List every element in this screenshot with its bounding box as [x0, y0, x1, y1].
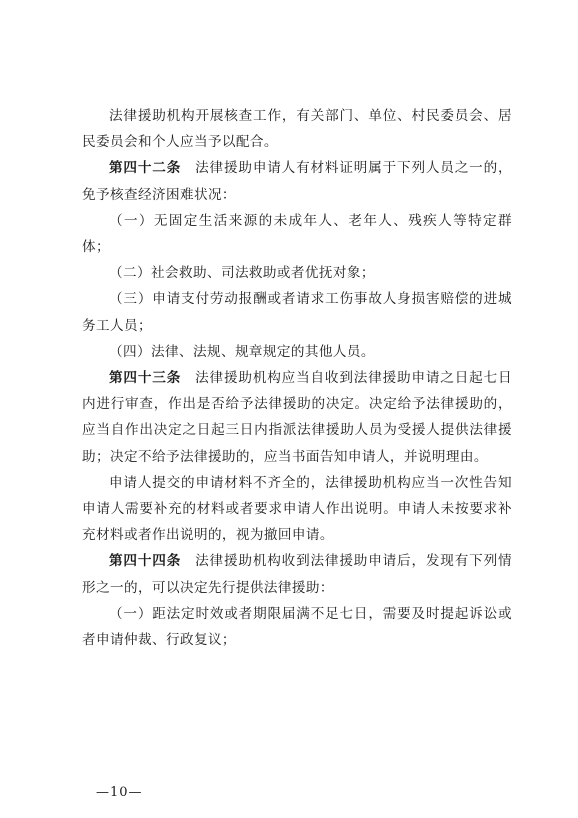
paragraph-text: 申请人提交的申请材料不齐全的，法律援助机构应当一次性告知申请人需要补充的材料或者要求申请人作出说明。申请人未按要求补充材料或者作出说明的，视为撤回申请。	[82, 474, 512, 544]
article-43-body	[82, 365, 512, 470]
paragraph-text: （三）申请支付劳动报酬或者请求工伤事故人身损害赔偿的进城务工人员；	[82, 291, 512, 334]
paragraph-text: （一）无固定生活来源的未成年人、老年人、残疾人等特定群体；	[82, 212, 512, 256]
paragraph-text: （二）社会救助、司法救助或者优抚对象；	[109, 265, 375, 282]
article-number: 第四十二条	[109, 160, 182, 177]
paragraph-text: 法律援助机构应当自收到法律援助申请之日起七日内进行审查，作出是否给予法律援助的决定。决定给予法律援助的，应当自作出决定之日起三日内指派法律援助人员为受援人提供法律援助；决定不给予法律援助的，应当书面告知申请人，并说明理由。	[82, 370, 512, 465]
article-number: 第四十四条	[109, 553, 182, 570]
document-body	[82, 103, 512, 653]
paragraph-verification-cooperation	[82, 103, 512, 155]
article-number: 第四十三条	[109, 370, 182, 387]
article-42-item-3	[82, 286, 512, 338]
article-42-item-2	[82, 260, 512, 286]
article-44-item-1	[82, 601, 512, 653]
article-44-intro	[82, 548, 512, 600]
paragraph-text: 法律援助机构收到法律援助申请后，发现有下列情形之一的，可以决定先行提供法律援助：	[82, 553, 512, 596]
article-42-intro	[82, 155, 512, 207]
article-43-supplement	[82, 470, 512, 549]
page-number: —10—	[96, 785, 143, 800]
paragraph-text: 法律援助申请人有材料证明属于下列人员之一的，免予核查经济困难状况：	[82, 160, 512, 203]
paragraph-text: （四）法律、法规、规章规定的其他人员。	[109, 343, 375, 360]
article-42-item-4	[82, 339, 512, 365]
article-42-item-1	[82, 208, 512, 260]
paragraph-text: （一）距法定时效或者期限届满不足七日，需要及时提起诉讼或者申请仲裁、行政复议；	[82, 605, 512, 649]
paragraph-text: 法律援助机构开展核查工作，有关部门、单位、村民委员会、居民委员会和个人应当予以配合。	[82, 108, 512, 151]
